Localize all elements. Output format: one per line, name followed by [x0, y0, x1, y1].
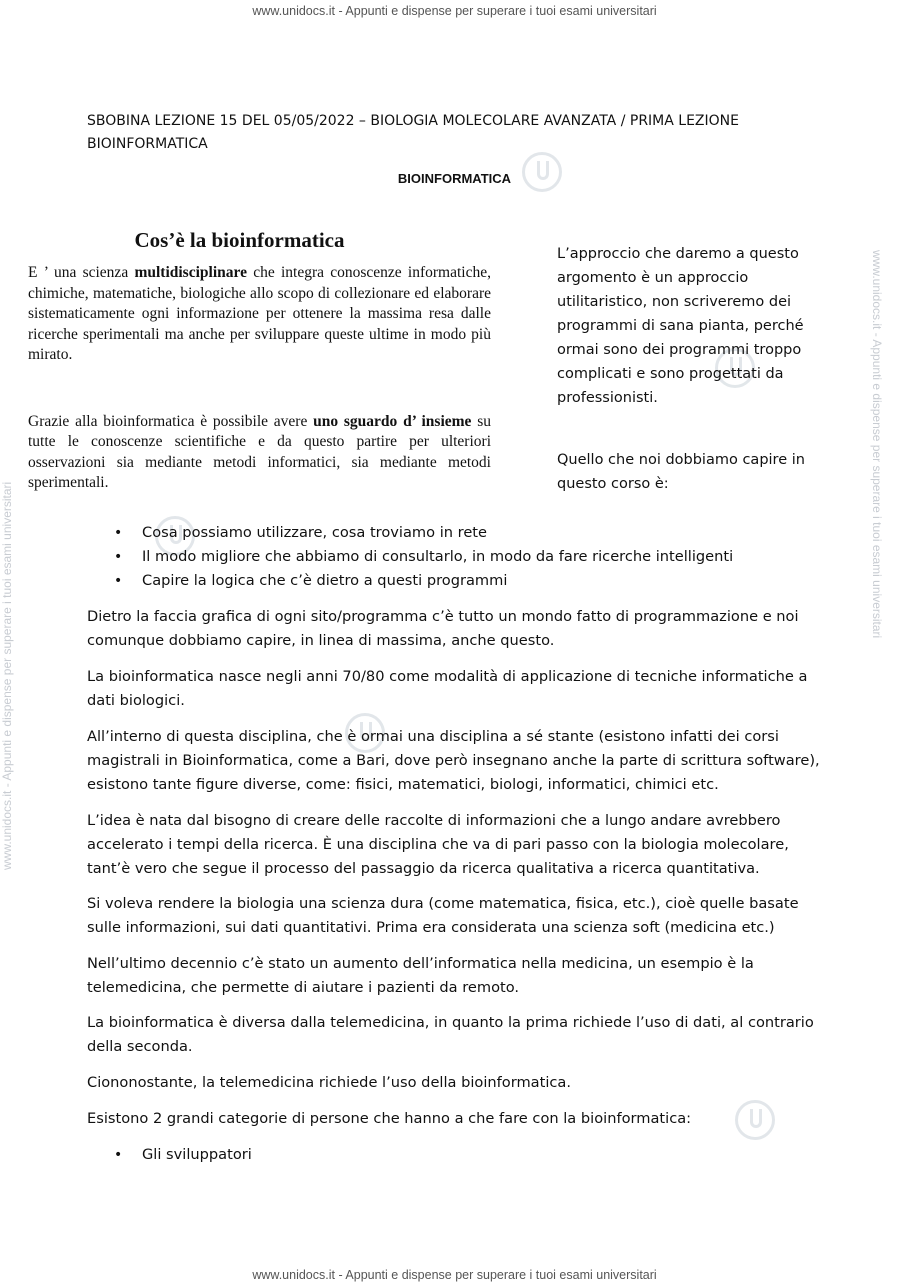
side-column — [557, 242, 827, 496]
bullet-icon: • — [114, 549, 123, 565]
paragraph: Si voleva rendere la biologia una scienza dura (come matematica, fisica, etc.), cioè quelle basate sulle informazioni, sui dati quantitativi. Prima era considerata una scienza soft (medicina etc.) — [87, 895, 799, 936]
paragraph: Esistono 2 grandi categorie di persone che hanno a che fare con la bioinformatica: — [87, 1110, 692, 1127]
slide-paragraph-2: Grazie alla bioinformatica è possibile avere uno sguardo d’ insieme su tutte le conoscenze scientifiche e da questo partire per ulteriori osservazioni sia mediante metodi informatici, sia mediante metodi sperimentali. — [28, 412, 491, 491]
bullet-list — [87, 1143, 827, 1167]
document-body — [87, 521, 827, 1167]
page-title: BIOINFORMATICA — [397, 171, 512, 186]
paragraph: L’idea è nata dal bisogno di creare delle raccolte di informazioni che a lungo andare avrebbero accelerato i tempi della ricerca. È una disciplina che va di pari passo con la biologia molecolare, tant’è vero che segue il processo del passaggio da ricerca qualitativa a ricerca quantitativa. — [87, 812, 789, 877]
paragraph: Ciononostante, la telemedicina richiede l’uso della bioinformatica. — [87, 1074, 572, 1091]
list-item: • Il modo migliore che abbiamo di consultarlo, in modo da fare ricerche intelligenti — [87, 545, 827, 569]
watermark-right: www.unidocs.it - Appunti e dispense per superare i tuoi esami universitari — [870, 250, 884, 639]
paragraph: La bioinformatica nasce negli anni 70/80 come modalità di applicazione di tecniche informatiche a dati biologici. — [87, 668, 808, 709]
list-item: • Cosa possiamo utilizzare, cosa troviamo in rete — [87, 521, 827, 545]
side-paragraph-1: L’approccio che daremo a questo argomento è un approccio utilitaristico, non scriveremo dei programmi di sana pianta, perché ormai sono dei programmi troppo complicati e sono progettati da professionisti. — [557, 246, 804, 406]
paragraph: Dietro la faccia grafica di ogni sito/programma c’è tutto un mondo fatto di programmazione e noi comunque dobbiamo capire, in linea di massima, anche questo. — [87, 608, 799, 649]
side-paragraph-2: Quello che noi dobbiamo capire in questo corso è: — [557, 452, 805, 492]
list-item: • Capire la logica che c’è dietro a questi programmi — [87, 569, 827, 593]
watermark-left: www.unidocs.it - Appunti e dispense per superare i tuoi esami universitari — [0, 481, 14, 870]
document-header: SBOBINA LEZIONE 15 DEL 05/05/2022 – BIOLOGIA MOLECOLARE AVANZATA / PRIMA LEZIONE BIOINFORMATICA — [87, 113, 739, 152]
list-item: • Gli sviluppatori — [87, 1143, 827, 1167]
slide-paragraph-1: E ’ una scienza multidisciplinare che integra conoscenze informatiche, chimiche, matematiche, biologiche allo scopo di collezionare ed elaborare sistematicamente ogni informazione per ottenere la massima resa dalle ricerche sperimentali ma anche per sviluppare queste ultime in modo più mirato. — [28, 264, 491, 363]
bullet-icon: • — [114, 1147, 123, 1163]
bullet-icon: • — [114, 573, 123, 589]
paragraph: All’interno di questa disciplina, che è ormai una disciplina a sé stante (esistono infatti dei corsi magistrali in Bioinformatica, come a Bari, dove però insegnano anche la parte di scrittura software), esistono tante figure diverse, come: fisici, matematici, biologi, informatici, chimici etc. — [87, 728, 820, 793]
watermark-bottom: www.unidocs.it - Appunti e dispense per superare i tuoi esami universitari — [252, 1268, 657, 1282]
slide-title: Cos’è la bioinformatica — [134, 228, 345, 252]
paragraph: La bioinformatica è diversa dalla telemedicina, in quanto la prima richiede l’uso di dati, al contrario della seconda. — [87, 1014, 814, 1055]
watermark-top: www.unidocs.it - Appunti e dispense per superare i tuoi esami universitari — [252, 4, 657, 18]
bullet-icon: • — [114, 525, 123, 541]
slide-image — [28, 228, 491, 494]
bullet-list — [87, 521, 827, 593]
paragraph: Nell’ultimo decennio c’è stato un aumento dell’informatica nella medicina, un esempio è la telemedicina, che permette di aiutare i pazienti da remoto. — [87, 955, 754, 996]
